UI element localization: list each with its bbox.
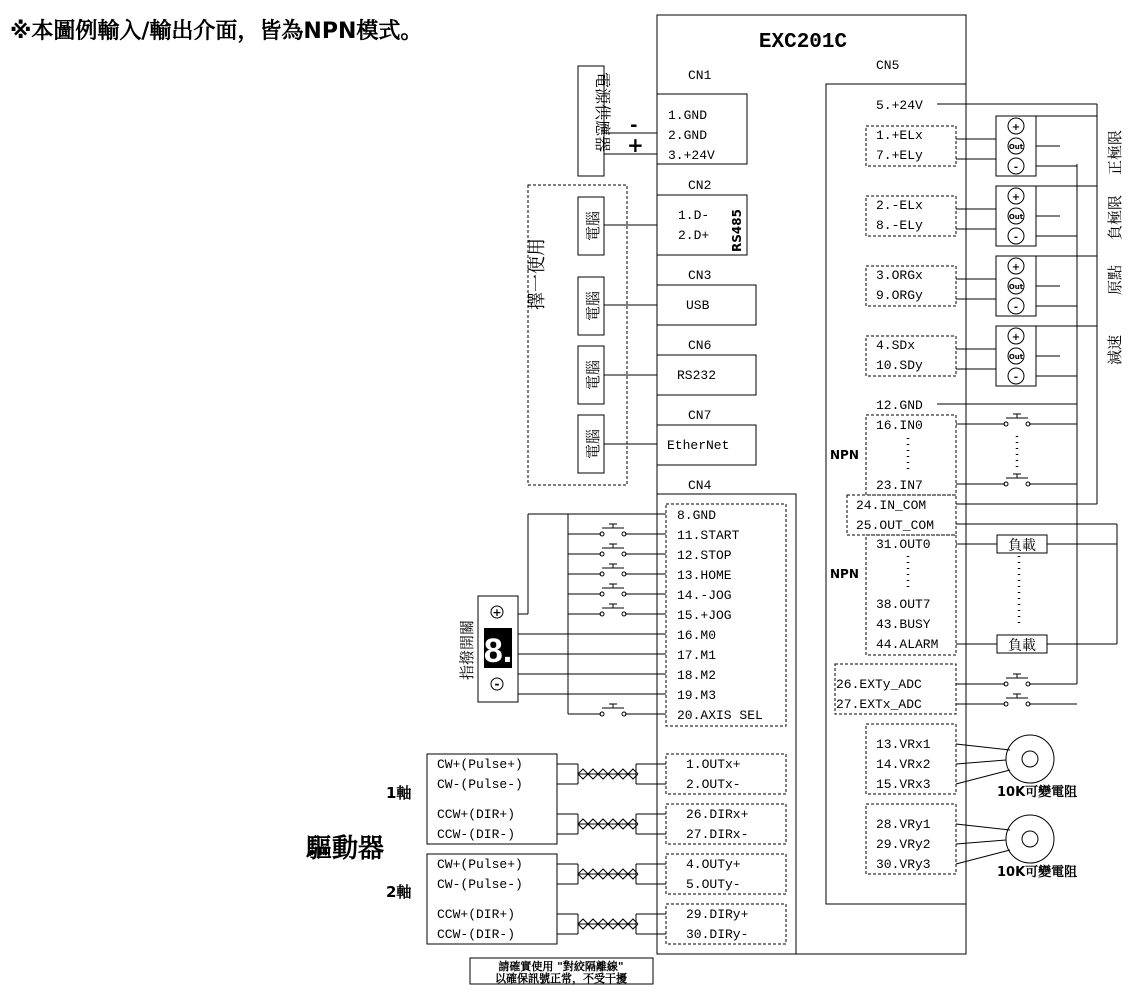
cn1-pin-3: 3.+24V (668, 148, 715, 163)
sensor-pin: 3.ORGx (876, 268, 923, 283)
cn5-out-7: 38.OUT7 (876, 597, 931, 612)
push-switch-icon (600, 604, 626, 616)
push-switch-icon (1004, 474, 1030, 486)
sensor-icon (996, 186, 1036, 246)
potentiometer-x (956, 735, 1077, 800)
cn6-label: CN6 (688, 338, 712, 353)
vrx-1: 13.VRx1 (876, 737, 931, 752)
motion-outputs (427, 754, 786, 944)
computer-label: 電腦 (584, 428, 602, 460)
cn4-input: 19.M3 (677, 688, 717, 703)
pot-y-label: 10K可變電阻 (997, 865, 1078, 880)
computer-label: 電腦 (584, 290, 602, 322)
sensor-pin: 10.SDy (876, 358, 923, 373)
computer-3 (578, 346, 657, 404)
motion-output: 2.OUTx- (686, 777, 741, 792)
input-switches (956, 414, 1077, 706)
cn3-label: CN3 (688, 268, 712, 283)
push-switch-icon (1004, 694, 1030, 706)
axis-1-label: 1軸 (386, 784, 412, 802)
vry-3: 30.VRy3 (876, 857, 931, 872)
cn5-in-first: 16.IN0 (876, 418, 923, 433)
cn4-input: 12.STOP (677, 548, 732, 563)
computer-2 (578, 277, 657, 335)
thumbwheel-label: 指撥開關 (458, 619, 476, 681)
cn4-input: 11.START (677, 528, 740, 543)
push-switch-icon (600, 584, 626, 596)
motion-output: 5.OUTy- (686, 877, 741, 892)
sensor-pin: 8.-ELy (876, 218, 923, 233)
svg-text:-: - (1013, 372, 1019, 383)
cn4-input: 8.GND (677, 508, 717, 523)
computer-4 (578, 415, 657, 473)
header-note: ※本圖例輸入/輸出介面，皆為NPN模式。 (10, 19, 423, 44)
button-switches (568, 524, 666, 716)
sensor-group-sd (866, 326, 1097, 386)
sensor-pin: 7.+ELy (876, 148, 923, 163)
origin-label: 原點 (1106, 265, 1124, 296)
cn5-gnd: 12.GND (876, 398, 923, 413)
vrx-3: 15.VRx3 (876, 777, 931, 792)
driver-signal: CCW+(DIR+) (437, 807, 516, 822)
driver-signal: CW+(Pulse+) (437, 757, 523, 772)
computer-label: 電腦 (584, 359, 602, 391)
vry-1: 28.VRy1 (876, 817, 931, 832)
thumbwheel-digit: 8. (483, 632, 513, 670)
pos-limit-label: 正極限 (1106, 130, 1124, 176)
cn2-label: CN2 (688, 178, 712, 193)
driver-signal: CW+(Pulse+) (437, 857, 523, 872)
computer-1 (578, 197, 657, 255)
push-switch-icon (1004, 414, 1030, 426)
cn5-out-first: 31.OUT0 (876, 537, 931, 552)
sensor-icon (996, 326, 1036, 386)
cn4-input: 17.M1 (677, 648, 717, 663)
sensor-icon (996, 256, 1036, 316)
driver-signal: CCW-(DIR-) (437, 827, 516, 842)
rs485-tag: RS485 (730, 209, 744, 252)
svg-text:+: + (1011, 122, 1021, 133)
cn4-input: 18.M2 (677, 668, 717, 683)
svg-text:-: - (1013, 162, 1019, 173)
svg-text:Out: Out (1008, 213, 1024, 221)
sensor-groups (866, 116, 1097, 386)
svg-text:+: + (1011, 262, 1021, 273)
cn2-pin-1: 1.D- (678, 208, 710, 223)
svg-text:Out: Out (1008, 353, 1024, 361)
sensor-icon (996, 116, 1036, 176)
load-label: 負載 (1008, 538, 1036, 554)
svg-text:-: - (1013, 302, 1019, 313)
power-supply-label: 電源供應器 (593, 72, 612, 153)
cn4-label: CN4 (688, 478, 712, 493)
cn2-pin-2: 2.D+ (678, 228, 710, 243)
load-1 (956, 535, 1117, 554)
power-minus: - (630, 115, 638, 136)
cn7-label: CN7 (688, 408, 712, 423)
svg-text:+: + (492, 606, 502, 619)
twisted-pair-icon (578, 819, 638, 824)
svg-text:+: + (1011, 192, 1021, 203)
twisted-pair-icon (578, 919, 638, 924)
slowdown-label: 減速 (1106, 335, 1124, 366)
load-label: 負載 (1008, 638, 1036, 654)
npn-output-label: NPN (830, 567, 859, 581)
adc-y: 26.EXTy_ADC (836, 677, 922, 692)
cn4-input: 20.AXIS SEL (677, 708, 763, 723)
svg-text:Out: Out (1008, 143, 1024, 151)
vry-2: 29.VRy2 (876, 837, 931, 852)
motion-output: 27.DIRx- (686, 827, 749, 842)
cn5-in-last: 23.IN7 (876, 478, 923, 493)
cn1-pin-2: 2.GND (668, 128, 708, 143)
cn7-port: EtherNet (667, 438, 730, 453)
axis-2-label: 2軸 (386, 883, 412, 901)
driver-signal: CCW-(DIR-) (437, 927, 516, 942)
push-switch-icon (600, 524, 626, 536)
cn4-input: 13.HOME (677, 568, 732, 583)
cn5-alarm: 44.ALARM (876, 637, 939, 652)
twisted-pair-icon (578, 869, 638, 874)
cn4-input: 15.+JOG (677, 608, 732, 623)
motion-output: 4.OUTy+ (686, 857, 741, 872)
driver-signal: CCW+(DIR+) (437, 907, 516, 922)
controller-title: EXC201C (758, 31, 848, 54)
potentiometer-y (956, 815, 1077, 880)
adc-x: 27.EXTx_ADC (836, 697, 922, 712)
motion-output: 29.DIRy+ (686, 907, 749, 922)
driver-label: 驅動器 (306, 834, 385, 864)
svg-text:-: - (1013, 232, 1019, 243)
svg-text:+: + (1011, 332, 1021, 343)
driver-signal: CW-(Pulse-) (437, 877, 523, 892)
pot-x-label: 10K可變電阻 (997, 785, 1078, 800)
sensor-pin: 1.+ELx (876, 128, 923, 143)
cn5-24v: 5.+24V (876, 98, 923, 113)
sensor-pin: 9.ORGy (876, 288, 923, 303)
push-switch-icon (600, 544, 626, 556)
cn3-port: USB (686, 298, 710, 313)
sensor-pin: 2.-ELx (876, 198, 923, 213)
cn4-input: 16.M0 (677, 628, 717, 643)
sensor-group-org (866, 256, 1097, 316)
load-2 (956, 635, 1117, 654)
vrx-2: 14.VRx2 (876, 757, 931, 772)
cn5-in-com: 24.IN_COM (856, 498, 927, 513)
push-switch-icon (600, 564, 626, 576)
sensor-group-el_minus (866, 186, 1097, 246)
cn5-label: CN5 (876, 58, 900, 73)
neg-limit-label: 負極限 (1106, 195, 1124, 241)
choose-one-label: 擇一使用 (527, 238, 548, 310)
cn5-busy: 43.BUSY (876, 617, 931, 632)
notice-line-1: 請確實使用 "對絞隔離線" (498, 960, 624, 973)
notice-line-2: 以確保訊號正常，不受干擾 (495, 972, 627, 985)
motion-output: 26.DIRx+ (686, 807, 749, 822)
motion-output: 1.OUTx+ (686, 757, 741, 772)
svg-text:Out: Out (1008, 283, 1024, 291)
cn5-out-com: 25.OUT_COM (856, 518, 935, 533)
push-switch-icon (600, 704, 626, 716)
cn6-port: RS232 (677, 368, 717, 383)
power-plus: + (627, 133, 644, 157)
svg-text:-: - (494, 677, 500, 691)
twisted-pair-icon (578, 769, 638, 774)
npn-input-label: NPN (830, 448, 859, 462)
cn1-pin-1: 1.GND (668, 108, 708, 123)
driver-signal: CW-(Pulse-) (437, 777, 523, 792)
sensor-pin: 4.SDx (876, 338, 916, 353)
sensor-group-el_plus (866, 116, 1097, 176)
cn4-input-list (677, 508, 763, 723)
motion-output: 30.DIRy- (686, 927, 749, 942)
push-switch-icon (1004, 674, 1030, 686)
cn1-label: CN1 (688, 68, 712, 83)
computer-label: 電腦 (584, 210, 602, 242)
cn4-input: 14.-JOG (677, 588, 732, 603)
